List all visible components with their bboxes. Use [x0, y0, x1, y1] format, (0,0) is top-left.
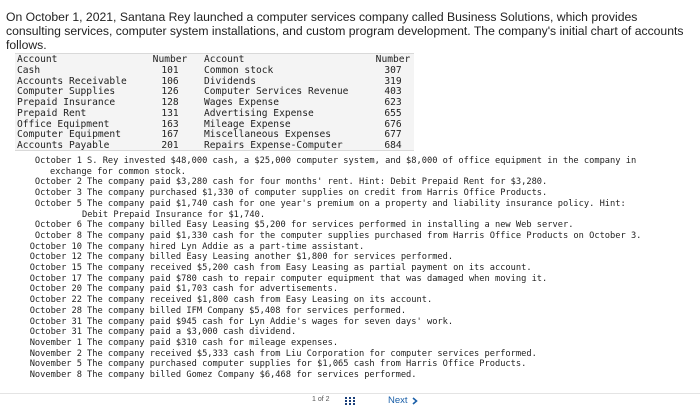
transaction-text: The company paid $310 cash for mileage expenses. — [87, 337, 339, 348]
account-header: Account — [17, 54, 58, 65]
transaction-date: October 22 — [29, 295, 82, 306]
transaction-date: October 6 — [34, 220, 82, 231]
transaction-continuation: Debit Prepaid Insurance for $1,740. — [82, 209, 266, 220]
account-name: Miscellaneous Expenses — [204, 129, 332, 141]
transaction-row — [20, 220, 690, 231]
page-indicator: 1 of 2 — [312, 396, 330, 403]
transaction-continuation: exchange for common stock. — [50, 166, 186, 177]
transaction-text: The company purchased computer supplies for $1,065 cash from Harris Office Products. — [87, 359, 527, 370]
account-number: 167 — [161, 129, 179, 141]
account-name: Computer Services Revenue — [204, 86, 349, 98]
transaction-text: The company billed Easy Leasing $5,200 for services performed in installing a new Web server. — [87, 220, 574, 231]
transaction-date: October 5 — [34, 198, 82, 209]
grid-icon[interactable] — [345, 397, 355, 405]
transaction-text: The company billed IFM Company $5,408 for services performed. — [87, 305, 407, 316]
transaction-row — [20, 338, 690, 349]
number-header: Number — [152, 54, 188, 65]
transaction-text: The company received $5,333 cash from Liu Corporation for computer services performed. — [87, 348, 537, 359]
transaction-row — [20, 231, 690, 242]
transaction-date: October 3 — [34, 188, 82, 199]
account-name: Advertising Expense — [204, 107, 314, 119]
account-number: 128 — [161, 97, 179, 108]
transaction-date: October 17 — [29, 273, 82, 284]
transaction-text: The company hired Lyn Addie as a part-time assistant. — [87, 241, 365, 252]
account-number: 106 — [161, 75, 179, 87]
transaction-row — [20, 349, 690, 360]
transaction-row — [20, 317, 690, 328]
transaction-text: The company paid $1,703 cash for advertisements. — [87, 284, 339, 295]
account-number: 307 — [384, 64, 402, 76]
transaction-row — [20, 306, 690, 317]
account-name: Wages Expense — [204, 97, 280, 108]
transaction-date: November 5 — [29, 359, 82, 370]
transaction-date: October 28 — [29, 305, 82, 316]
transaction-date: November 2 — [29, 348, 82, 359]
transaction-row — [20, 177, 690, 188]
transaction-date: October 31 — [29, 327, 82, 338]
account-name: Office Equipment — [17, 118, 110, 130]
transactions-list — [20, 156, 690, 381]
transaction-row — [20, 295, 690, 306]
transaction-row — [20, 188, 690, 199]
account-number: 676 — [384, 118, 402, 130]
account-name: Computer Supplies — [17, 86, 116, 98]
transaction-text: The company billed Gomez Company $6,468 for services performed. — [87, 370, 417, 381]
transaction-text: The company paid $3,280 cash for four months' rent. Hint: Debit Prepaid Rent for $3,280. — [87, 177, 548, 188]
transaction-date: October 31 — [29, 316, 82, 327]
numbers-column-right — [373, 55, 413, 152]
account-number: 201 — [161, 140, 179, 151]
transaction-row — [20, 359, 690, 370]
account-number: 623 — [384, 97, 402, 108]
account-name: Mileage Expense — [204, 118, 291, 130]
chevron-right-icon — [412, 397, 418, 405]
transaction-row — [20, 284, 690, 295]
transaction-date: October 20 — [29, 284, 82, 295]
account-number: 319 — [384, 75, 402, 87]
transaction-date: November 8 — [29, 370, 82, 381]
transaction-date: November 1 — [29, 337, 82, 348]
numbers-column-left — [151, 55, 189, 152]
transaction-text: The company paid a $3,000 cash dividend. — [87, 327, 297, 338]
transaction-text: The company billed Easy Leasing another $1,800 for services performed. — [87, 252, 454, 263]
account-name: Accounts Payable — [17, 140, 110, 151]
transaction-date: October 12 — [29, 252, 82, 263]
account-header: Account — [204, 54, 245, 65]
next-label: Next — [388, 395, 408, 406]
accounts-column-right — [204, 55, 348, 152]
transaction-row — [20, 242, 690, 253]
account-number: 655 — [384, 107, 402, 119]
account-name: Computer Equipment — [17, 129, 121, 141]
transaction-text: S. Rey invested $48,000 cash, a $25,000 computer system, and $8,000 of office equipment in the company in — [87, 156, 637, 166]
transaction-row — [20, 156, 690, 167]
next-button[interactable] — [388, 395, 418, 406]
number-header: Number — [375, 54, 411, 65]
account-name: Dividends — [204, 75, 256, 87]
account-number: 163 — [161, 118, 179, 130]
transaction-text: The company paid $780 cash to repair computer equipment that was damaged when moving it. — [87, 273, 548, 284]
transaction-row — [20, 199, 690, 210]
transaction-text: The company received $1,800 cash from Easy Leasing on its account. — [87, 295, 433, 306]
transaction-text: The company paid $1,330 cash for the computer supplies purchased from Harris Office Products on October 3. — [87, 230, 642, 241]
intro-text: On October 1, 2021, Santana Rey launched a computer services company called Business Solutions, which provides consulting services, computer system installations, and custom program development. The company's initial chart of accounts follows. — [6, 10, 684, 52]
accounts-column-left — [17, 55, 127, 152]
transaction-row — [20, 274, 690, 285]
transaction-row — [20, 370, 690, 381]
transaction-row — [20, 263, 690, 274]
account-name: Prepaid Insurance — [17, 97, 116, 108]
account-number: 403 — [384, 86, 402, 98]
transaction-row — [20, 252, 690, 263]
account-number: 131 — [161, 107, 179, 119]
transaction-row — [20, 327, 690, 338]
account-number: 101 — [161, 64, 179, 76]
account-name: Accounts Receivable — [17, 75, 127, 87]
account-name: Common stock — [204, 64, 274, 76]
footer-nav — [0, 393, 700, 406]
account-number: 677 — [384, 129, 402, 141]
transaction-date: October 10 — [29, 241, 82, 252]
transaction-date: October 1 — [34, 156, 82, 166]
transaction-date: October 2 — [34, 177, 82, 188]
transaction-text: The company paid $945 cash for Lyn Addie's wages for seven days' work. — [87, 316, 454, 327]
chart-of-accounts — [15, 53, 414, 151]
transaction-date: October 8 — [34, 230, 82, 241]
account-number: 126 — [161, 86, 179, 98]
account-name: Cash — [17, 64, 41, 76]
transaction-text: The company received $5,200 cash from Easy Leasing as partial payment on its account. — [87, 263, 532, 274]
account-name: Repairs Expense-Computer — [204, 140, 343, 151]
transaction-text: The company paid $1,740 cash for one year's premium on a property and liability insurance policy. Hint: — [87, 198, 626, 209]
transaction-text: The company purchased $1,330 of computer supplies on credit from Harris Office Products. — [87, 188, 548, 199]
account-number: 684 — [384, 140, 402, 151]
account-name: Prepaid Rent — [17, 107, 87, 119]
transaction-date: October 15 — [29, 263, 82, 274]
